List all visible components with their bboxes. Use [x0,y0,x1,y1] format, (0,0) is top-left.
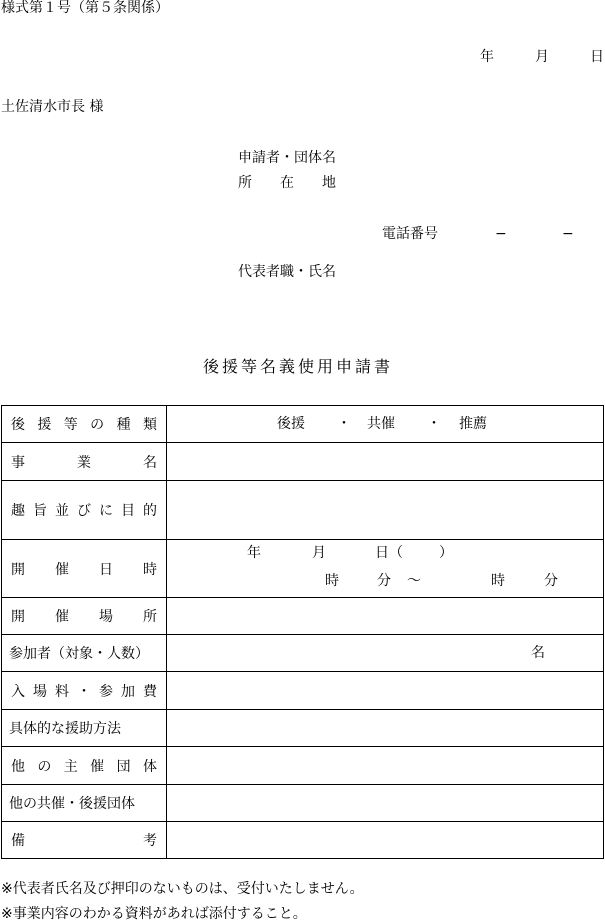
note-2: ※事業内容のわかる資料があれば添付すること。 [1,906,307,922]
dt-close: ） [439,545,453,561]
label-purpose: 趣 旨 並 び に 目 的 [11,503,157,519]
option-separator: ・ [337,416,351,432]
dt-hour-start: 時 [325,573,339,589]
row-purpose [2,481,604,540]
phone-dash-2: − [562,226,574,242]
row-remarks [2,822,604,859]
addressee: 土佐清水市長 様 [1,99,104,115]
row-venue [2,598,604,635]
purpose-field[interactable] [167,481,604,540]
others-field[interactable] [167,785,604,822]
organizer-field[interactable] [167,747,604,785]
label-kind: 後 援 等 の 種 類 [11,417,157,433]
label-remarks: 備 考 [11,833,157,849]
row-datetime [2,540,604,598]
kind-options [167,406,604,443]
dt-month: 月 [312,545,326,561]
label-organizer: 他 の 主 催 団 体 [11,758,157,775]
option-separator: ・ [427,416,441,432]
label-fee: 入 場 料 ・ 参 加 費 [11,683,157,700]
datetime-field[interactable] [167,540,604,598]
dt-day: 日（ [375,545,403,561]
option-kyousai[interactable]: 共催 [367,416,395,432]
fee-field[interactable] [167,672,604,710]
document-title: 後援等名義使用申請書 [203,357,394,376]
remarks-field[interactable] [167,822,604,859]
dt-tilde: ～ [407,573,421,589]
phone-dash-1: − [495,226,507,242]
phone-label: 電話番号 [382,226,438,242]
project-field[interactable] [167,443,604,481]
method-field[interactable] [167,710,604,747]
option-suisen[interactable]: 推薦 [459,416,487,432]
note-1: ※代表者氏名及び押印のないものは、受付いたしません。 [1,881,364,897]
label-datetime: 開 催 日 時 [11,561,157,578]
label-participants: 参加者（対象・人数） [9,646,149,662]
representative-label: 代表者職・氏名 [238,264,336,280]
date-year: 年 [480,49,494,65]
row-kind [2,406,604,443]
option-kouen[interactable]: 後援 [277,416,305,432]
row-fee [2,672,604,710]
participants-field[interactable] [167,635,604,672]
date-month: 月 [535,49,549,65]
application-form-table [1,405,604,859]
label-others: 他の共催・後援団体 [9,796,135,812]
dt-year: 年 [247,545,261,561]
applicant-name-label: 申請者・団体名 [238,150,336,166]
label-method: 具体的な援助方法 [9,721,121,737]
venue-field[interactable] [167,598,604,635]
row-method [2,710,604,747]
date-day: 日 [590,49,604,65]
label-venue: 開 催 場 所 [11,609,157,625]
row-participants [2,635,604,672]
row-organizer [2,747,604,785]
row-others [2,785,604,822]
form-number: 様式第１号（第５条関係） [1,0,169,16]
dt-hour-end: 時 [491,573,505,589]
applicant-address-label: 所 在 地 [238,175,336,191]
participants-unit: 名 [531,645,545,661]
dt-minute-end: 分 [544,573,558,589]
dt-minute-start: 分 [377,573,391,589]
label-project: 事 業 名 [11,454,157,471]
row-project [2,443,604,481]
